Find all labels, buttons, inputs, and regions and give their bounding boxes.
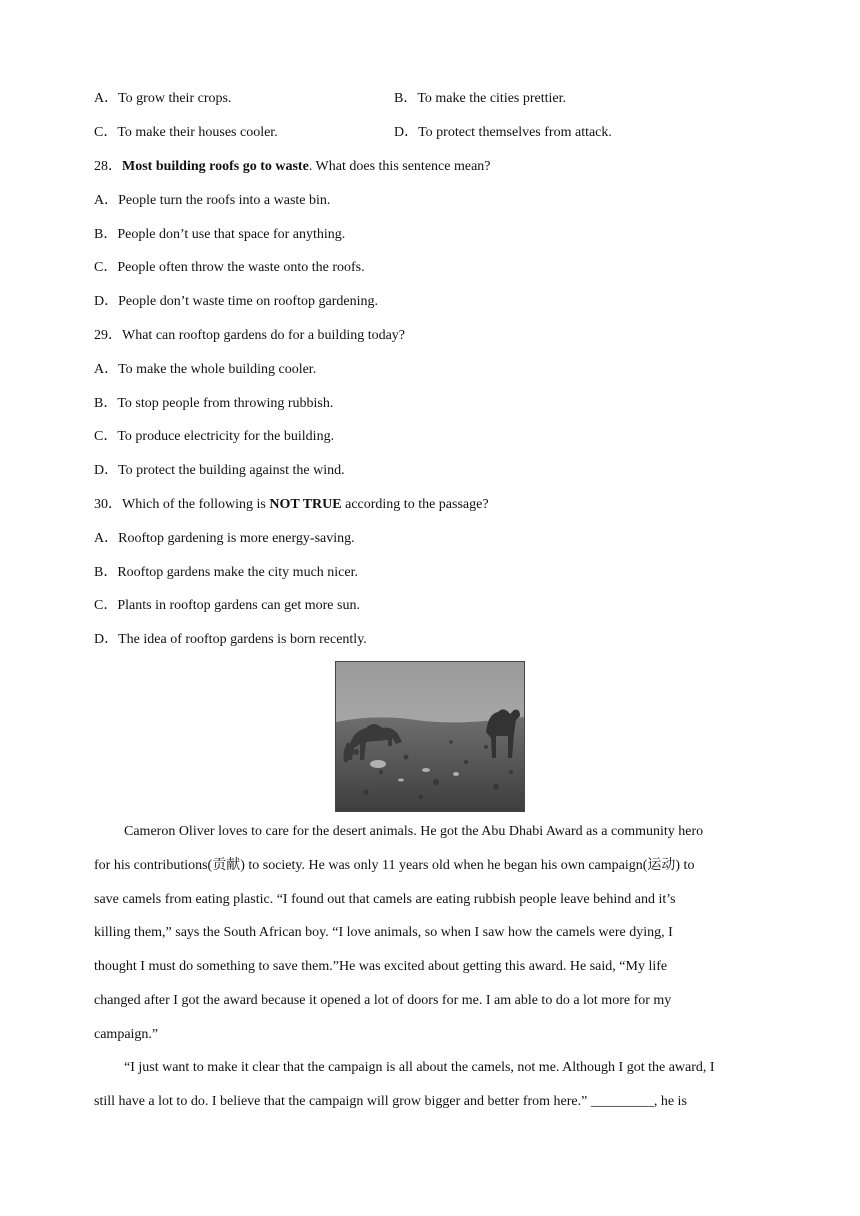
q29-option-c: C．To produce electricity for the building. <box>94 429 335 444</box>
passage-p2-line-1: “I just want to make it clear that the campaign is all about the camels, not me. Although I got the award, I <box>124 1060 715 1075</box>
q29-option-b: B．To stop people from throwing rubbish. <box>94 396 334 411</box>
passage-p1-line-6: changed after I got the award because it opened a lot of doors for me. I am able to do a lot more for my <box>94 993 672 1008</box>
q28-option-a: A．People turn the roofs into a waste bin. <box>94 193 331 208</box>
q30-option-d: D．The idea of rooftop gardens is born recently. <box>94 632 367 647</box>
q28-option-b: B．People don’t use that space for anything. <box>94 227 346 242</box>
passage-p1-line-7: campaign.” <box>94 1027 159 1042</box>
q30-option-a: A．Rooftop gardening is more energy-saving. <box>94 531 355 546</box>
q30-question-post: according to the passage? <box>341 497 489 512</box>
camels-desert-photo <box>335 661 525 812</box>
q28-question <box>94 157 491 177</box>
q27-option-b: B．To make the cities prettier. <box>394 91 567 106</box>
q29-question: 29．What can rooftop gardens do for a building today? <box>94 328 406 343</box>
passage-p2-line-2: still have a lot to do. I believe that the campaign will grow bigger and better from here.” _________, he is <box>94 1094 687 1109</box>
passage-p1-line-5: thought I must do something to save them.”He was excited about getting this award. He said, “My life <box>94 959 668 974</box>
q27-option-c: C．To make their houses cooler. <box>94 125 278 140</box>
q27-option-d: D．To protect themselves from attack. <box>394 125 612 140</box>
q28-option-c: C．People often throw the waste onto the roofs. <box>94 260 365 275</box>
q30-question-pre: 30．Which of the following is <box>94 497 270 512</box>
passage-p1-line-3: save camels from eating plastic. “I found out that camels are eating rubbish people leave behind and it’s <box>94 892 676 907</box>
q28-number: 28． <box>94 159 122 174</box>
q28-option-d: D．People don’t waste time on rooftop gardening. <box>94 294 378 309</box>
q27-option-a: A．To grow their crops. <box>94 91 232 106</box>
q30-bold-phrase: NOT TRUE <box>269 497 342 512</box>
q28-bold-phrase: Most building roofs go to waste <box>122 159 309 174</box>
q30-option-c: C．Plants in rooftop gardens can get more sun. <box>94 598 360 613</box>
passage-p1-line-4: killing them,” says the South African boy. “I love animals, so when I saw how the camels were dying, I <box>94 925 673 940</box>
q28-question-rest: . What does this sentence mean? <box>308 159 491 174</box>
q30-option-b: B．Rooftop gardens make the city much nicer. <box>94 565 358 580</box>
q29-option-a: A．To make the whole building cooler. <box>94 362 317 377</box>
passage-p1-line-2: for his contributions(贡献) to society. He was only 11 years old when he began his own campaign(运动) to <box>94 858 695 873</box>
passage-p1-line-1: Cameron Oliver loves to care for the desert animals. He got the Abu Dhabi Award as a community hero <box>124 824 704 839</box>
q30-question <box>94 495 489 515</box>
q29-option-d: D．To protect the building against the wind. <box>94 463 345 478</box>
